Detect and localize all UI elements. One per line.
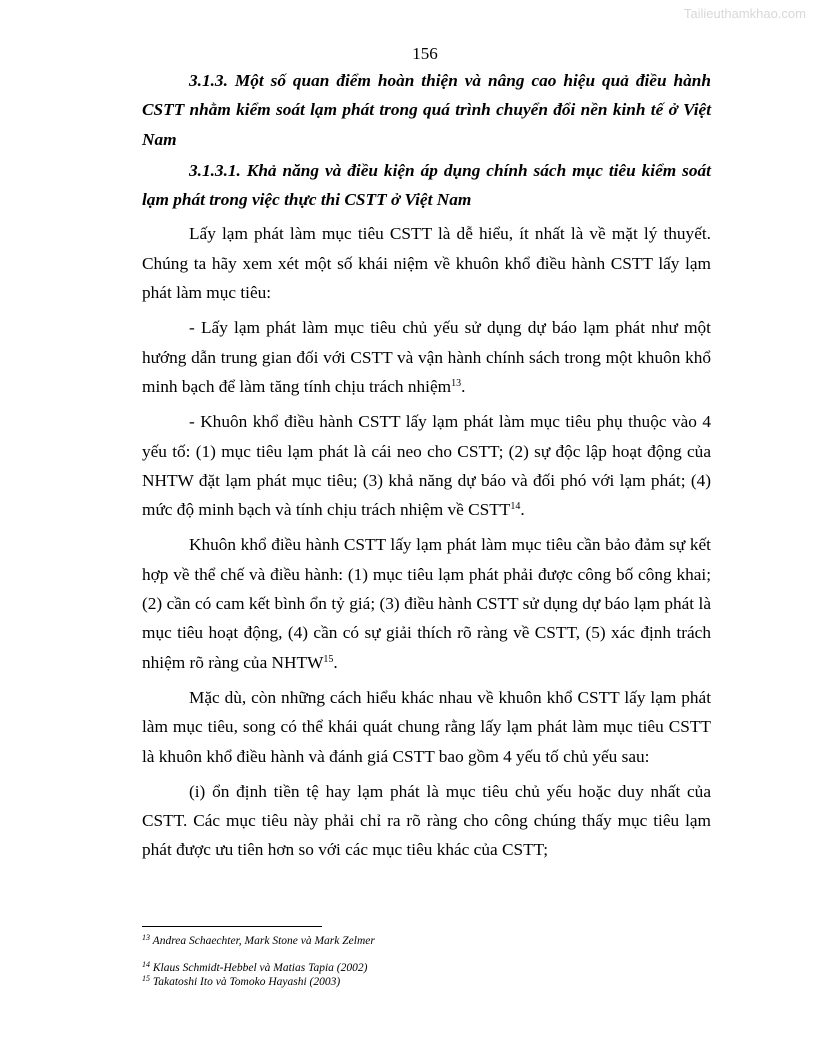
paragraph-text: Khuôn khổ điều hành CSTT lấy lạm phát làm mục tiêu cần bảo đảm sự kết hợp về thể chế và điều hành: (1) mục tiêu lạm phát phải được công bố công khai; (2) cần có cam kết bình ổn tỷ giá; (3) điều hành CSTT sử dụng dự báo lạm phát là mục tiêu hoạt động, (4) cần có sự giải thích rõ ràng về CSTT, (5) xác định trách nhiệm rõ ràng của NHTW xyxy=(142,535,711,672)
footnote-ref[interactable]: 13 xyxy=(451,377,462,389)
paragraph xyxy=(142,219,711,307)
paragraph-tail: . xyxy=(333,652,338,672)
paragraph-tail: . xyxy=(520,500,525,520)
paragraph xyxy=(142,407,711,524)
paragraph-text: - Khuôn khổ điều hành CSTT lấy lạm phát làm mục tiêu phụ thuộc vào 4 yếu tố: (1) mục tiêu lạm phát là cái neo cho CSTT; (2) sự độc lập hoạt động của NHTW đặt lạm phát mục tiêu; (3) khả năng dự báo và đối phó với lạm phát; (4) mức độ minh bạch và tính chịu trách nhiệm về CSTT xyxy=(142,412,711,520)
footnote xyxy=(142,961,742,975)
paragraph-text: Lấy lạm phát làm mục tiêu CSTT là dễ hiểu, ít nhất là về mặt lý thuyết. Chúng ta hãy xem xét một số khái niệm về khuôn khổ điều hành CSTT lấy lạm phát làm mục tiêu: xyxy=(142,224,711,303)
footnote xyxy=(142,975,742,989)
paragraph-text: - Lấy lạm phát làm mục tiêu chủ yếu sử dụng dự báo lạm phát như một hướng dẫn trung gian đối với CSTT và vận hành chính sách trong một khuôn khổ minh bạch để làm tăng tính chịu trách nhiệm xyxy=(142,318,711,396)
paragraph-tail: . xyxy=(461,376,466,396)
paragraph xyxy=(142,313,711,401)
page-body xyxy=(142,66,711,871)
paragraph-text: Mặc dù, còn những cách hiểu khác nhau về khuôn khổ CSTT lấy lạm phát làm mục tiêu, song có thể khái quát chung rằng lấy lạm phát làm mục tiêu CSTT là khuôn khổ điều hành và đánh giá CSTT bao gồm 4 yếu tố chủ yếu sau: xyxy=(142,687,711,766)
footnote-text: Takatoshi Ito và Tomoko Hayashi (2003) xyxy=(152,976,341,988)
paragraph xyxy=(142,530,711,676)
footnote-text: Andrea Schaechter, Mark Stone và Mark Zelmer xyxy=(152,935,375,947)
footnote-number: 14 xyxy=(142,960,150,969)
footnote xyxy=(142,934,742,948)
footnote-text: Klaus Schmidt-Hebbel và Matias Tapia (2002) xyxy=(152,962,368,974)
footnote-divider xyxy=(142,926,322,927)
footnote-ref[interactable]: 15 xyxy=(323,653,334,665)
watermark: Tailieuthamkhao.com xyxy=(683,6,806,21)
section-heading: 3.1.3. Một số quan điểm hoàn thiện và nâng cao hiệu quả điều hành CSTT nhằm kiểm soát lạm phát trong quá trình chuyển đổi nền kinh tế ở Việt Nam xyxy=(142,71,711,149)
footnote-ref[interactable]: 14 xyxy=(510,501,521,513)
paragraph-text: (i) ổn định tiền tệ hay lạm phát là mục tiêu chủ yếu hoặc duy nhất của CSTT. Các mục tiêu này phải chỉ ra rõ ràng cho công chúng thấy mục tiêu lạm phát được ưu tiên hơn so với các mục tiêu khác của CSTT; xyxy=(142,781,711,860)
subsection-heading: 3.1.3.1. Khả năng và điều kiện áp dụng chính sách mục tiêu kiểm soát lạm phát trong việc thực thi CSTT ở Việt Nam xyxy=(142,160,711,210)
footnote-number: 13 xyxy=(142,933,150,942)
footnotes xyxy=(142,934,742,989)
footnote-number: 15 xyxy=(142,974,150,983)
paragraph xyxy=(142,777,711,865)
paragraph xyxy=(142,683,711,771)
page-number: 156 xyxy=(412,44,438,63)
